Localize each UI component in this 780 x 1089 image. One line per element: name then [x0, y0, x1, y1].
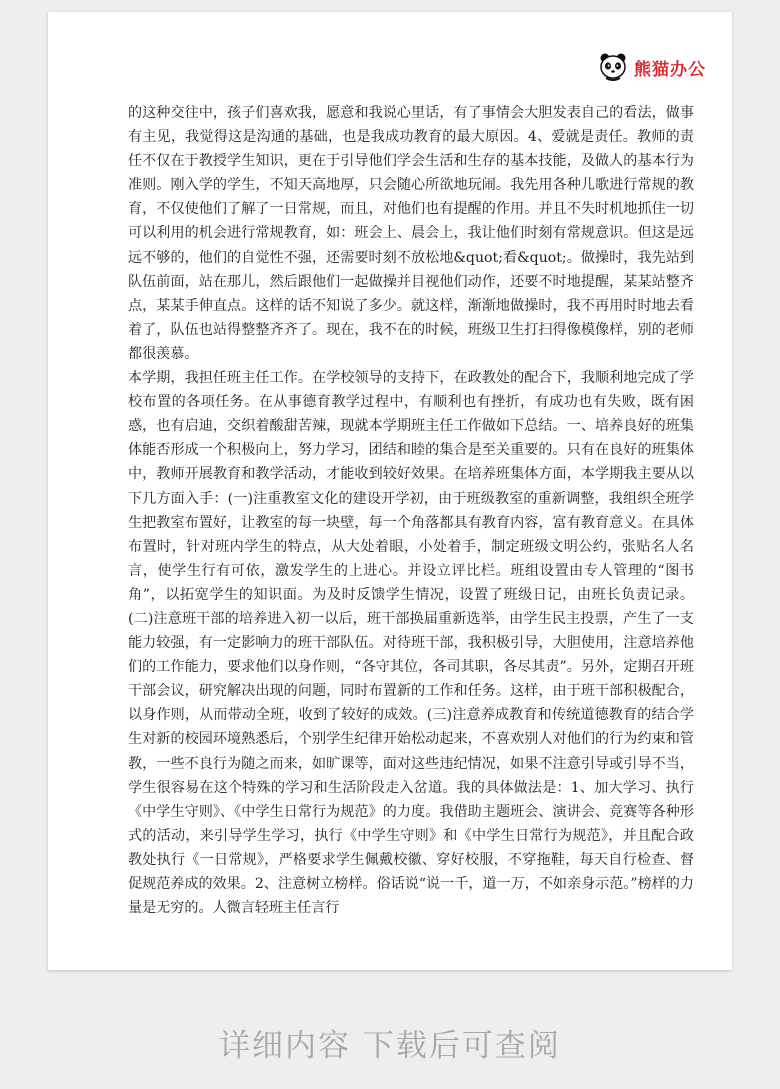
brand-logo[interactable] [598, 52, 706, 82]
brand-name: 熊猫办公 [634, 59, 706, 80]
download-prompt[interactable]: 详细内容 下载后可查阅 [219, 1028, 561, 1064]
paragraph: 本学期，我担任班主任工作。在学校领导的支持下，在政教处的配合下，我顺利地完成了学校布置的各项任务。在从事德育教学过程中，有顺利也有挫折，有成功也有失败，既有困惑，也有启迪，交织着酸甜苦辣，现就本学期班主任工作做如下总结。一、培养良好的班集体能否形成一个积极向上，努力学习，团结和睦的集合是至关重要的。只有在良好的班集体中，教师开展教育和教学活动，才能收到较好效果。在培养班集体方面，本学期我主要从以下几方面入手：(一)注重教室文化的建设开学初，由于班级教室的重新调整，我组织全班学生把教室布置好，让教室的每一块壁，每一个角落都具有教育内容，富有教育意义。在具体布置时，针对班内学生的特点，从大处着眼，小处着手，制定班级文明公约，张贴名人名言，使学生行有可依，激发学生的上进心。并设立评比栏。班组设置由专人管理的“图书角”，以拓宽学生的知识面。为及时反馈学生情况，设置了班级日记，由班长负责记录。(二)注意班干部的培养进入初一以后，班干部换届重新选举，由学生民主投票，产生了一支能力较强，有一定影响力的班干部队伍。对待班干部，我积极引导，大胆使用，注意培养他们的工作能力，要求他们以身作则，“各守其位，各司其职，各尽其责”。另外，定期召开班干部会议，研究解决出现的问题，同时布置新的工作和任务。这样，由于班干部积极配合，以身作则，从而带动全班，收到了较好的成效。(三)注意养成教育和传统道德教育的结合学生对新的校园环境熟悉后，个别学生纪律开始松动起来，不喜欢别人对他们的行为约束和管教，一些不良行为随之而来，如旷课等，面对这些违纪情况，如果不注意引导或引导不当，学生很容易在这个特殊的学习和生活阶段走入岔道。我的具体做法是：1、加大学习、执行《中学生守则》、《中学生日常行为规范》的力度。我借助主题班会、演讲会、竞赛等各种形式的活动，来引导学生学习，执行《中学生守则》和《中学生日常行为规范》，并且配合政教处执行《一日常规》，严格要求学生佩戴校徽、穿好校服，不穿拖鞋，每天自行检查、督促规范养成的效果。2、注意树立榜样。俗话说“说一千，道一万，不如亲身示范。”榜样的力量是无穷的。人微言轻班主任言行 [128, 370, 694, 917]
paragraph: 的这种交往中，孩子们喜欢我，愿意和我说心里话，有了事情会大胆发表自己的看法，做事有主见，我觉得这是沟通的基础，也是我成功教育的最大原因。4、爱就是责任。教师的责任不仅在于教授学生知识，更在于引导他们学会生活和生存的基本技能，及做人的基本行为准则。刚入学的学生，不知天高地厚，只会随心所欲地玩闹。我先用各种儿歌进行常规的教育，不仅使他们了解了一日常规，而且，对他们也有提醒的作用。并且不失时机地抓住一切可以利用的机会进行常规教育，如：班会上、晨会上，我让他们时刻有常规意识。但这是远远不够的，他们的自觉性不强，还需要时刻不放松地&quot;看&quot;。做操时，我先站到队伍前面，站在那儿，然后跟他们一起做操并目视他们动作，还要不时地提醒，某某站整齐点，某某手伸直点。这样的话不知说了多少。就这样，渐渐地做操时，我不再用时时地去看着了，队伍也站得整整齐齐了。现在，我不在的时候，班级卫生打扫得像模像样，别的老师都很羡慕。 [128, 105, 694, 362]
panda-icon [598, 52, 628, 82]
document-body [128, 101, 694, 920]
document-page [48, 12, 732, 970]
